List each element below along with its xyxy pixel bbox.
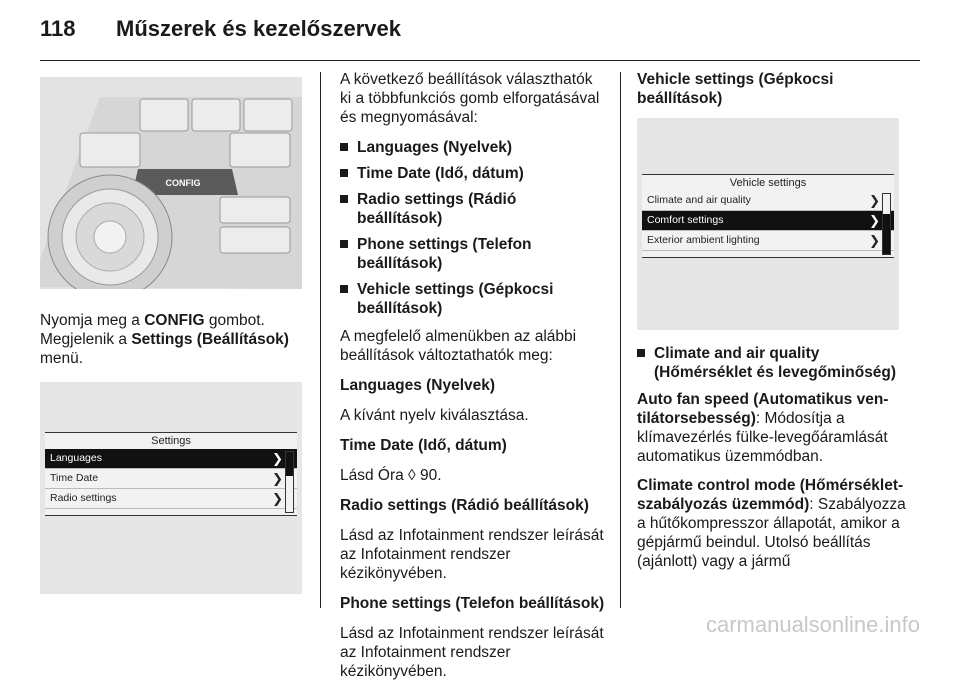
menu-item-label: Languages — [50, 452, 102, 464]
chevron-right-icon: ❯ — [869, 193, 880, 208]
chevron-right-icon: ❯ — [869, 213, 880, 228]
vehicle-settings-heading: Vehicle settings (Gépkocsi beállítások) — [637, 71, 834, 107]
bullet-item: Vehicle settings (Gépkocsi beállítások) — [340, 280, 605, 318]
chevron-right-icon: ❯ — [869, 233, 880, 248]
section-body: Lásd Óra ◊ 90. — [340, 467, 442, 484]
settings-screen-figure — [40, 382, 302, 594]
menu-item[interactable] — [45, 469, 297, 489]
section-heading: Phone settings (Telefon beállítások) — [340, 595, 605, 612]
submenu-intro: A megfelelő almenükben az alábbi beállítások változtathatók meg: — [340, 328, 577, 364]
column-divider-2 — [620, 72, 621, 608]
chevron-right-icon: ❯ — [272, 451, 283, 466]
menu-item-label: Exterior ambient lighting — [647, 234, 760, 246]
chevron-right-icon: ❯ — [272, 491, 283, 506]
header-divider — [40, 60, 920, 61]
page-header — [0, 0, 960, 62]
menu-item-label: Comfort settings — [647, 214, 724, 226]
column-1 — [40, 77, 302, 594]
menu-item[interactable] — [642, 231, 894, 251]
menu-item-label: Climate and air quality — [647, 194, 751, 206]
column-2 — [340, 70, 605, 692]
scroll-thumb — [883, 214, 890, 254]
config-button-label: CONFIG — [165, 178, 201, 188]
dashboard-illustration — [40, 77, 302, 289]
menu-item[interactable] — [45, 489, 297, 509]
page-number: 118 — [40, 16, 76, 41]
intro-text: A következő beállítások választhatók ki a többfunkciós gomb elforgatásával és megnyomásával: — [340, 71, 600, 126]
scroll-thumb — [286, 452, 293, 476]
scrollbar — [882, 193, 891, 255]
menu-item-label: Time Date — [50, 472, 99, 484]
vehicle-options-list — [637, 344, 917, 382]
config-button-photo — [40, 77, 302, 289]
column-divider-1 — [320, 72, 321, 608]
page-title: Műszerek és kezelőszervek — [116, 16, 401, 41]
para-settings-menu: Megjelenik a Settings (Beállítások) menü. — [40, 331, 289, 367]
vehicle-settings-figure — [637, 118, 899, 330]
menu-item[interactable] — [45, 449, 297, 469]
bullet-item: Languages (Nyelvek) — [340, 138, 605, 157]
menu-item[interactable] — [642, 211, 894, 231]
para-press-config: Nyomja meg a CONFIG gombot. — [40, 312, 265, 329]
climate-control-mode-text: Climate control mode (Hőmérséklet-szabályozás üzemmód): Szabályozza a hűtőkompresszor állapotát, amikor a gépjármű beindul. Utolsó beállítás (ajánlott) vagy a jármű — [637, 477, 906, 570]
settings-options-list — [340, 138, 605, 318]
section-body: Lásd az Infotainment rendszer leírását az Infotainment rendszer kézikönyvében. — [340, 625, 604, 680]
bullet-item: Phone settings (Telefon beállítások) — [340, 235, 605, 273]
screen-title: Vehicle settings — [729, 177, 807, 189]
vehicle-settings-screen — [642, 174, 894, 258]
section-body: Lásd az Infotainment rendszer leírását az Infotainment rendszer kézikönyvében. — [340, 527, 604, 582]
scrollbar — [285, 451, 294, 513]
bullet-item: Time Date (Idő, dátum) — [340, 164, 605, 183]
auto-fan-speed-text: Auto fan speed (Automatikus ven-tilátorsebesség): Módosítja a klímavezérlés fülke-levegőáramlását automatikus üzemmódban. — [637, 391, 889, 465]
section-body: A kívánt nyelv kiválasztása. — [340, 407, 529, 424]
section-heading: Radio settings (Rádió beállítások) — [340, 497, 589, 514]
menu-item[interactable] — [642, 191, 894, 211]
column-3 — [637, 70, 917, 582]
settings-screen — [45, 432, 297, 516]
menu-item-label: Radio settings — [50, 492, 117, 504]
section-heading: Languages (Nyelvek) — [340, 377, 496, 394]
section-heading: Time Date (Idő, dátum) — [340, 437, 507, 454]
watermark: carmanualsonline.info — [705, 612, 920, 637]
chevron-right-icon: ❯ — [272, 471, 283, 486]
bullet-climate: Climate and air quality (Hőmérséklet és levegőminőség) — [637, 344, 917, 382]
screen-title: Settings — [151, 435, 191, 447]
bullet-item: Radio settings (Rádió beállítások) — [340, 190, 605, 228]
